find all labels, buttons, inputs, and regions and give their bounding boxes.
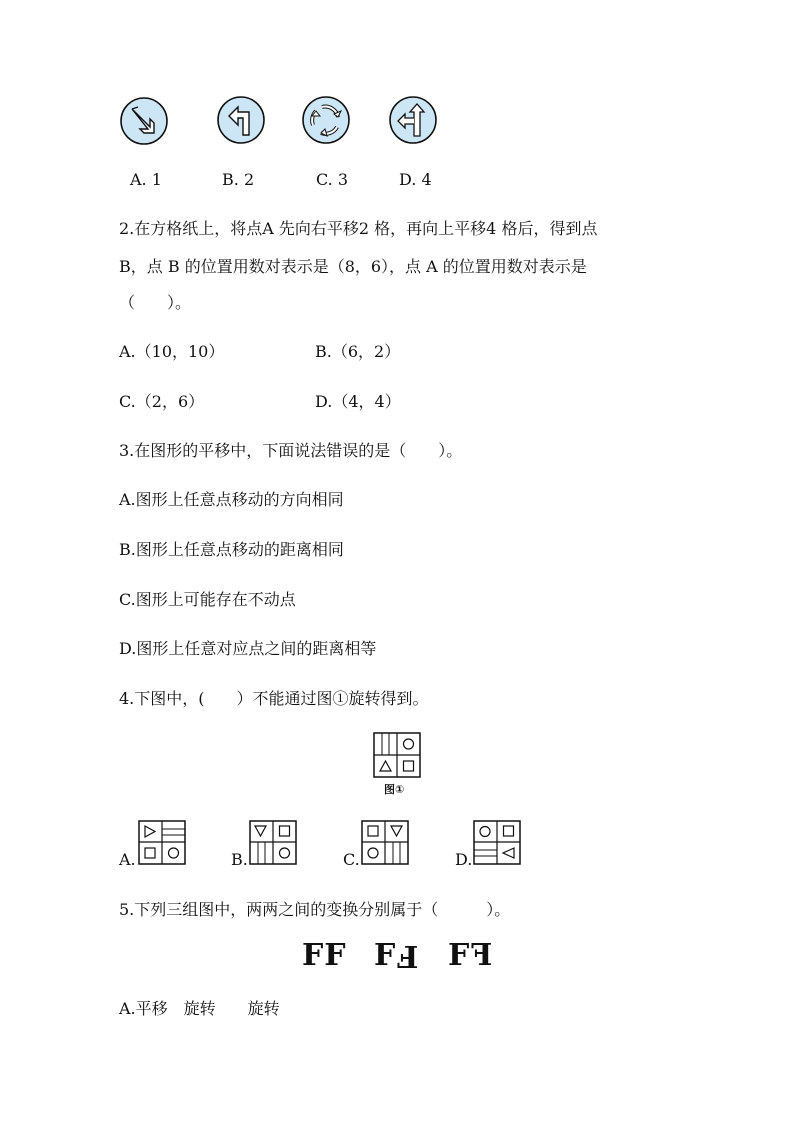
q1-choice-b[interactable] xyxy=(222,170,254,189)
choice-text: 1 xyxy=(151,170,162,189)
q2-stem-line-1: 2.在方格纸上，将点A 先向右平移2 格，再向上平移4 格后，得到点 xyxy=(119,219,598,238)
q4-option-a-label[interactable]: A. xyxy=(119,850,136,869)
q3-option-c[interactable]: C.图形上可能存在不动点 xyxy=(119,590,296,609)
q2-option-b[interactable] xyxy=(315,339,400,362)
q5-pair-reflection: FF xyxy=(448,938,493,973)
q3-option-a[interactable]: A.图形上任意点移动的方向相同 xyxy=(119,490,344,509)
q3-stem: 3.在图形的平移中，下面说法错误的是（ ）。 xyxy=(119,441,463,460)
q1-choice-d[interactable] xyxy=(399,170,432,189)
straight-or-left-right-sign-icon xyxy=(390,97,436,143)
choice-letter: C. xyxy=(316,170,333,189)
q4-option-d-figure[interactable] xyxy=(473,820,521,865)
q2-option-c[interactable] xyxy=(119,389,204,412)
turn-left-sign-icon xyxy=(218,97,264,143)
option-text: （6，2） xyxy=(331,342,401,361)
q4-reference-figure xyxy=(373,732,421,778)
q4-option-b-label[interactable]: B. xyxy=(231,850,248,869)
option-label: A. xyxy=(119,342,136,361)
choice-text: 2 xyxy=(243,170,255,189)
q2-stem-line-3: （ ）。 xyxy=(119,293,192,312)
option-label: C. xyxy=(119,392,136,411)
q1-choice-a[interactable] xyxy=(130,170,162,189)
choice-letter: A. xyxy=(130,170,147,189)
option-text: （2，6） xyxy=(135,392,205,411)
q4-option-b-figure[interactable] xyxy=(249,820,297,865)
q3-option-b[interactable]: B.图形上任意点移动的距离相同 xyxy=(119,540,344,559)
q1-choice-c[interactable] xyxy=(316,170,348,189)
choice-text: 3 xyxy=(337,170,349,189)
choice-letter: B. xyxy=(222,170,239,189)
q1-sign-row xyxy=(110,92,450,152)
option-label: B. xyxy=(315,342,332,361)
q2-option-d[interactable] xyxy=(315,389,401,412)
q4-option-c-label[interactable]: C. xyxy=(343,850,360,869)
option-text: （4，4） xyxy=(332,392,401,411)
q5-option-a[interactable]: A.平移 旋转 旋转 xyxy=(119,999,280,1018)
option-label: D. xyxy=(315,392,333,411)
q4-stem: 4.下图中，( ）不能通过图①旋转得到。 xyxy=(119,689,429,708)
q5-pair-rotation: FF xyxy=(374,938,419,973)
choice-text: 4 xyxy=(421,170,432,189)
figure-caption: 图① xyxy=(384,783,405,796)
q4-option-d-label[interactable]: D. xyxy=(455,850,473,869)
q2-option-a[interactable] xyxy=(119,339,224,362)
q5-stem: 5.下列三组图中，两两之间的变换分别属于（ ）。 xyxy=(119,900,511,919)
straight-and-right-arrow-sign-icon xyxy=(121,98,167,144)
option-text: （10，10） xyxy=(135,342,225,361)
q4-option-a-figure[interactable] xyxy=(138,820,186,865)
q2-stem-line-2: B，点 B 的位置用数对表示是（8，6），点 A 的位置用数对表示是 xyxy=(119,257,587,276)
roundabout-sign-icon xyxy=(303,97,349,143)
q5-pair-translation: FF xyxy=(302,938,347,973)
q4-option-c-figure[interactable] xyxy=(361,820,409,865)
choice-letter: D. xyxy=(399,170,417,189)
q3-option-d[interactable]: D.图形上任意对应点之间的距离相等 xyxy=(119,639,377,658)
